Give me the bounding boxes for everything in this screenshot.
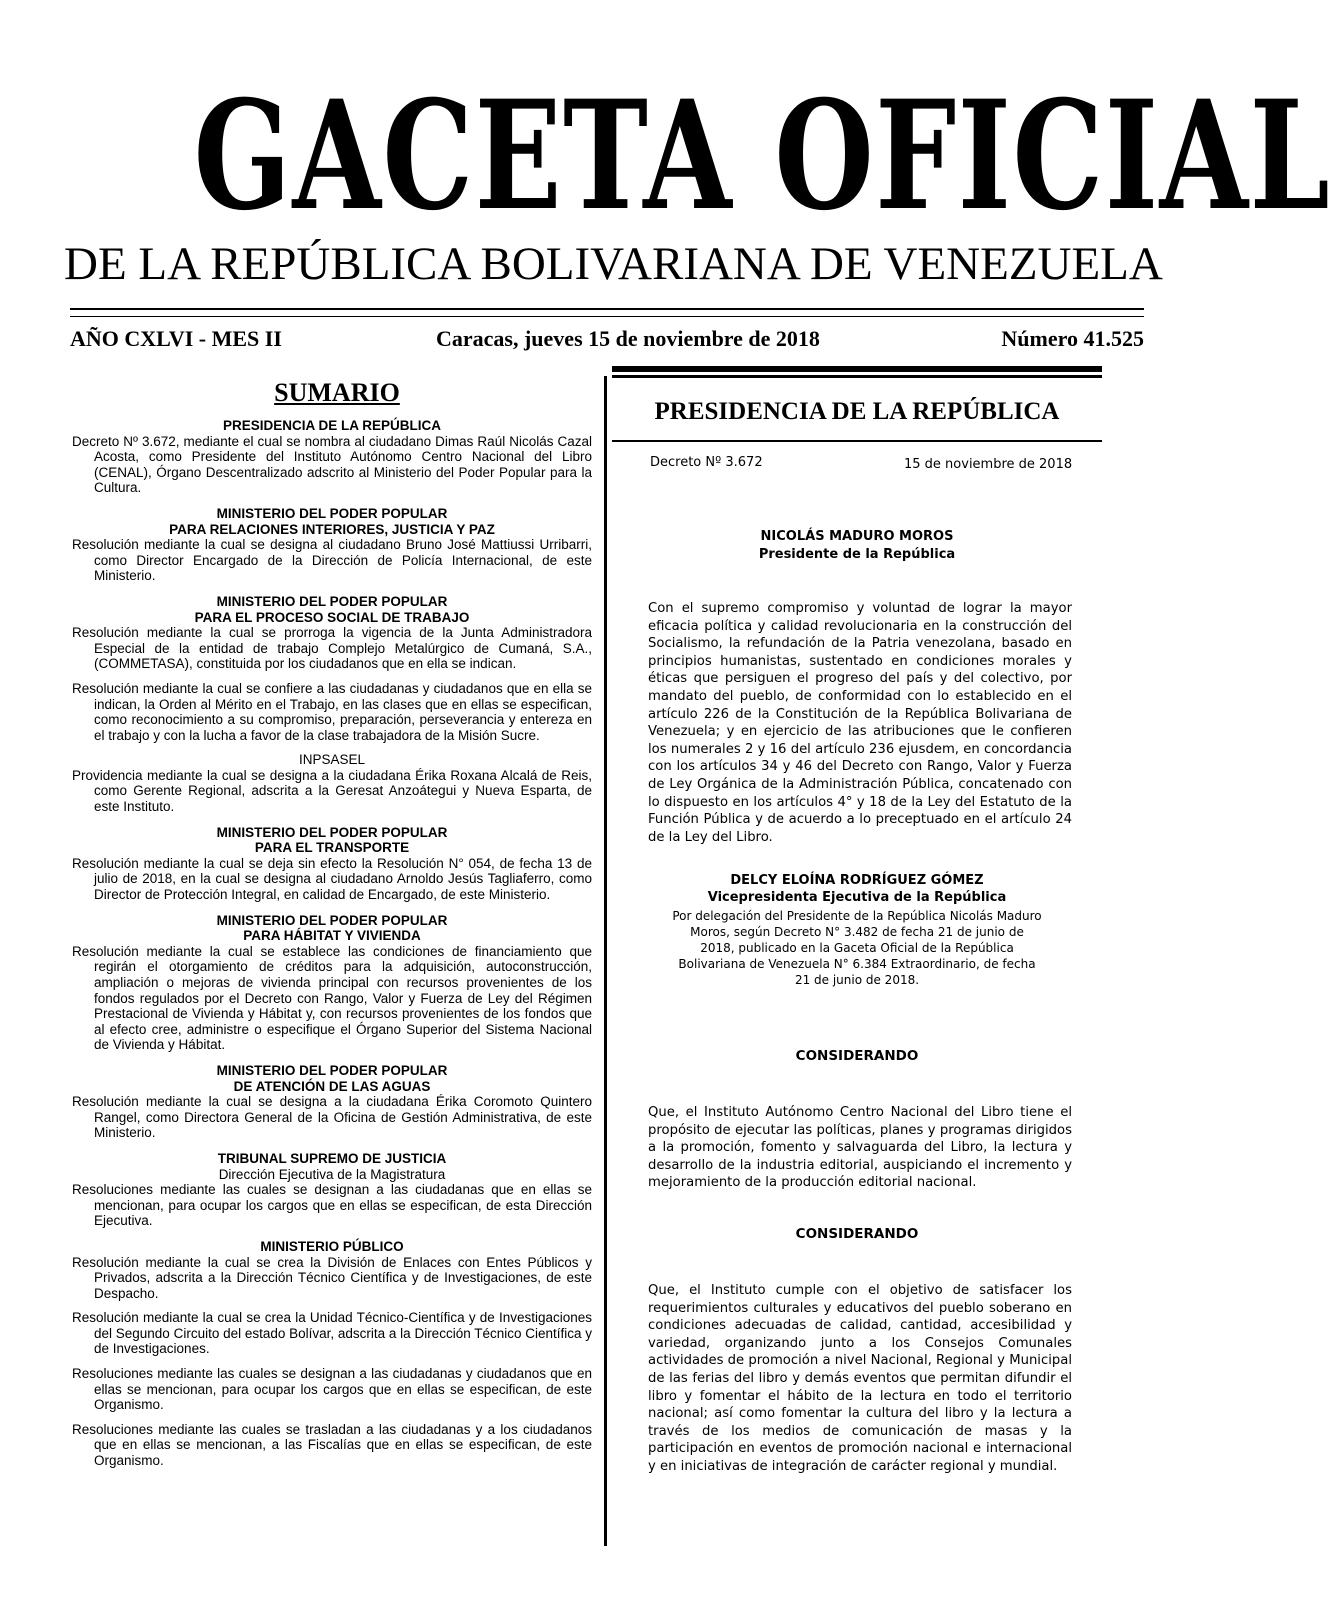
sumario-entry: Resolución mediante la cual se establece las condiciones de financiamiento que regirán el otorgamiento de créditos para la adquisición, autoconstrucción, ampliación o mejoras de vivienda principal con recursos provenientes de los fondos regulados por el Decreto con Rango, Valor y Fuerza de Ley del Régimen Prestacional de Vivienda y Hábitat y, con recursos provenientes de los fondos que al efecto cree, administre o especifique el Órgano Superior del Sistema Nacional de Vivienda y Hábitat. — [72, 943, 592, 1053]
sumario-section — [72, 752, 592, 814]
sumario-entry: Resoluciones mediante las cuales se designan a las ciudadanas que en ellas se mencionan, para ocupar los cargos que en ellas se especifican, de esta Dirección Ejecutiva. — [72, 1182, 592, 1229]
sumario-entry: Resolución mediante la cual se deja sin efecto la Resolución N° 054, de fecha 13 de julio de 2018, en la cual se designa al ciudadano Arnoldo Jesús Tagliaferro, como Director de Protección Integral, en calidad de Encargado, de este Ministerio. — [72, 855, 592, 903]
decree-section-title: PRESIDENCIA DE LA REPÚBLICA — [654, 398, 1060, 425]
sumario-entry: Providencia mediante la cual se designa a la ciudadana Érika Roxana Alcalá de Reis, como Gerente Regional, adscrita a la Geresat Anzoátegui y Nueva Esparta, de este Instituto. — [72, 767, 592, 815]
delegation-note: Por delegación del Presidente de la República Nicolás Maduro Moros, según Decreto N° 3.482 de fecha 21 de junio de 2018, publicado en la Gaceta Oficial de la República Bolivariana de Venezuela N° 6.384 Extraordinario, de fecha 21 de junio de 2018. — [672, 909, 1042, 987]
section-heading-line2: DE ATENCIÓN DE LAS AGUAS — [233, 1078, 431, 1094]
masthead-title: GACETA OFICIAL — [193, 68, 1331, 244]
sumario-entry: Resolución mediante la cual se designa a la ciudadana Érika Coromoto Quintero Rangel, como Directora General de la Oficina de Gestión Administrativa, de este Ministerio. — [72, 1094, 592, 1141]
sumario-section — [72, 825, 592, 903]
section-heading-line2: PARA EL TRANSPORTE — [254, 840, 410, 856]
vicepresident-title: Vicepresidenta Ejecutiva de la República — [707, 890, 1007, 905]
section-heading: MINISTERIO DEL PODER POPULAR — [216, 824, 448, 840]
section-heading-line2: PARA HÁBITAT Y VIVIENDA — [243, 928, 421, 944]
masthead-divider — [70, 308, 1144, 317]
sumario-entry: Resoluciones mediante las cuales se designan a las ciudadanas y ciudadanos que en ellas se mencionan, para ocupar los cargos que en ellas se especifican, de este Organismo. — [72, 1366, 592, 1413]
top-bar-thin — [612, 375, 1102, 378]
section-heading: MINISTERIO DEL PODER POPULAR — [216, 505, 448, 521]
vicepresident-name: DELCY ELOÍNA RODRÍGUEZ GÓMEZ — [730, 873, 984, 888]
sumario-section — [72, 594, 592, 743]
top-bar-thick — [612, 366, 1102, 372]
masthead — [64, 66, 1331, 292]
sumario-entry: Resolución mediante la cual se crea la Unidad Técnico-Científica y de Investigaciones del Segundo Circuito del estado Bolívar, adscrita a la Dirección Técnico Científica y de Investigaciones. — [72, 1310, 593, 1357]
sumario-entry: Resolución mediante la cual se designa al ciudadano Bruno José Mattiussi Urribarri, como Director Encargado de la Dirección de Policía Internacional, de este Ministerio. — [72, 537, 592, 584]
section-heading: MINISTERIO DEL PODER POPULAR — [216, 912, 448, 928]
column-divider — [604, 376, 607, 1546]
section-heading: PRESIDENCIA DE LA REPÚBLICA — [222, 418, 442, 433]
sumario-section — [72, 1063, 592, 1141]
section-heading-line2: PARA EL PROCESO SOCIAL DE TRABAJO — [194, 609, 470, 625]
issue-line — [70, 326, 1144, 356]
section-heading: MINISTERIO PÚBLICO — [260, 1238, 404, 1254]
decree-section-rule — [612, 440, 1102, 442]
considerando-text-2: Que, el Instituto cumple con el objetivo de satisfacer los requerimientos culturales y educativos del pueblo soberano en condiciones adecuadas de calidad, cantidad, accesibilidad y variedad, organizando junto a los Consejos Comunales actividades de promoción a nivel Nacional, Regional y Municipal de las ferias del libro y demás eventos que permitan difundir el libro y fomentar el hábito de la lectura en todo el territorio nacional; así como fomentar la cultura del libro y la lectura a través de los medios de comunicación de masas y la participación en eventos de promoción nacional e internacional y en iniciativas de integración de carácter regional y mundial. — [648, 1283, 1072, 1474]
section-heading: TRIBUNAL SUPREMO DE JUSTICIA — [217, 1150, 447, 1166]
sumario-entry: Resolución mediante la cual se prorroga la vigencia de la Junta Administradora Especial de la entidad de trabajo Complejo Metalúrgico de Cumaná, S.A., (COMMETASA), constituida por los ciudadanos que en ella se indican. — [72, 625, 592, 672]
decree-preamble: Con el supremo compromiso y voluntad de lograr la mayor eficacia política y calidad revolucionaria en la construcción del Socialismo, la refundación de la Patria venezolana, basado en principios humanistas, sustentado en condiciones morales y éticas que persiguen el progreso del país y del colectivo, por mandato del pueblo, de conformidad con lo establecido en el artículo 226 de la Constitución de la República Bolivariana de Venezuela; y en ejercicio de las atribuciones que le confieren los numerales 2 y 16 del artículo 236 ejusdem, en concordancia con los artículos 34 y 46 del Decreto con Rango, Valor y Fuerza de Ley Orgánica de la Administración Pública, concatenado con lo dispuesto en los artículos 4° y 18 de la Ley del Estatuto de la Función Pública y de acuerdo a lo preceptuado en el artículo 24 de la Ley del Libro. — [648, 601, 1072, 845]
issue-place-date: Caracas, jueves 15 de noviembre de 2018 — [436, 326, 820, 351]
considerando-text-1: Que, el Instituto Autónomo Centro Nacional del Libro tiene el propósito de ejecutar las políticas, planes y programas dirigidos a la promoción, fomento y salvaguarda del Libro, la lectura y desarrollo de la industria editorial, auspiciando el incremento y mejoramiento de la producción editorial nacional. — [648, 1105, 1072, 1191]
sumario-section — [72, 1151, 592, 1229]
considerando-heading-2: CONSIDERANDO — [795, 1226, 919, 1242]
sumario-entry: Resolución mediante la cual se crea la División de Enlaces con Entes Públicos y Privados, adscrita a la Dirección Técnico Científica y de Investigaciones, de este Despacho. — [72, 1254, 592, 1301]
issue-number: Número 41.525 — [1001, 326, 1144, 351]
sumario-section — [72, 913, 592, 1053]
section-heading-line2: PARA RELACIONES INTERIORES, JUSTICIA Y PAZ — [169, 521, 495, 537]
section-subheading: Dirección Ejecutiva de la Magistratura — [218, 1166, 446, 1182]
section-heading: MINISTERIO DEL PODER POPULAR — [216, 593, 448, 609]
section-top-bars — [612, 366, 1102, 382]
section-subheading: INPSASEL — [298, 752, 366, 768]
sumario-section — [72, 1239, 592, 1469]
section-heading: MINISTERIO DEL PODER POPULAR — [216, 1062, 448, 1078]
sumario-entry: Decreto Nº 3.672, mediante el cual se nombra al ciudadano Dimas Raúl Nicolás Cazal Acosta, como Presidente del Instituto Autónomo Centro Nacional del Libro (CENAL), Órgano Descentralizado adscrito al Ministerio del Poder Popular para la Cultura. — [72, 433, 592, 496]
president-title: Presidente de la República — [758, 547, 956, 562]
sumario-title: SUMARIO — [274, 378, 400, 407]
sumario-column — [72, 378, 592, 1469]
president-name: NICOLÁS MADURO MOROS — [760, 529, 954, 544]
considerando-heading-1: CONSIDERANDO — [795, 1048, 919, 1064]
sumario-entry: Resoluciones mediante las cuales se trasladan a las ciudadanas y a los ciudadanos que en ellas se mencionan, a las Fiscalías que en ellas se especifican, de este Organismo. — [72, 1421, 592, 1469]
issue-year-month: AÑO CXLVI - MES II — [70, 326, 282, 351]
sumario-entry: Resolución mediante la cual se confiere a las ciudadanas y ciudadanos que en ella se indican, la Orden al Mérito en el Trabajo, en las clases que en ellas se especifican, como reconocimiento a su compromiso, preparación, perseverancia y entereza en el trabajo y con la lucha a favor de la clase trabajadora de la Misión Sucre. — [72, 680, 592, 743]
decree-number: Decreto Nº 3.672 — [650, 455, 763, 470]
sumario-section — [72, 506, 592, 584]
sumario-section — [72, 418, 592, 496]
masthead-subtitle: DE LA REPÚBLICA BOLIVARIANA DE VENEZUELA — [64, 238, 1163, 290]
decree-date: 15 de noviembre de 2018 — [904, 457, 1073, 472]
